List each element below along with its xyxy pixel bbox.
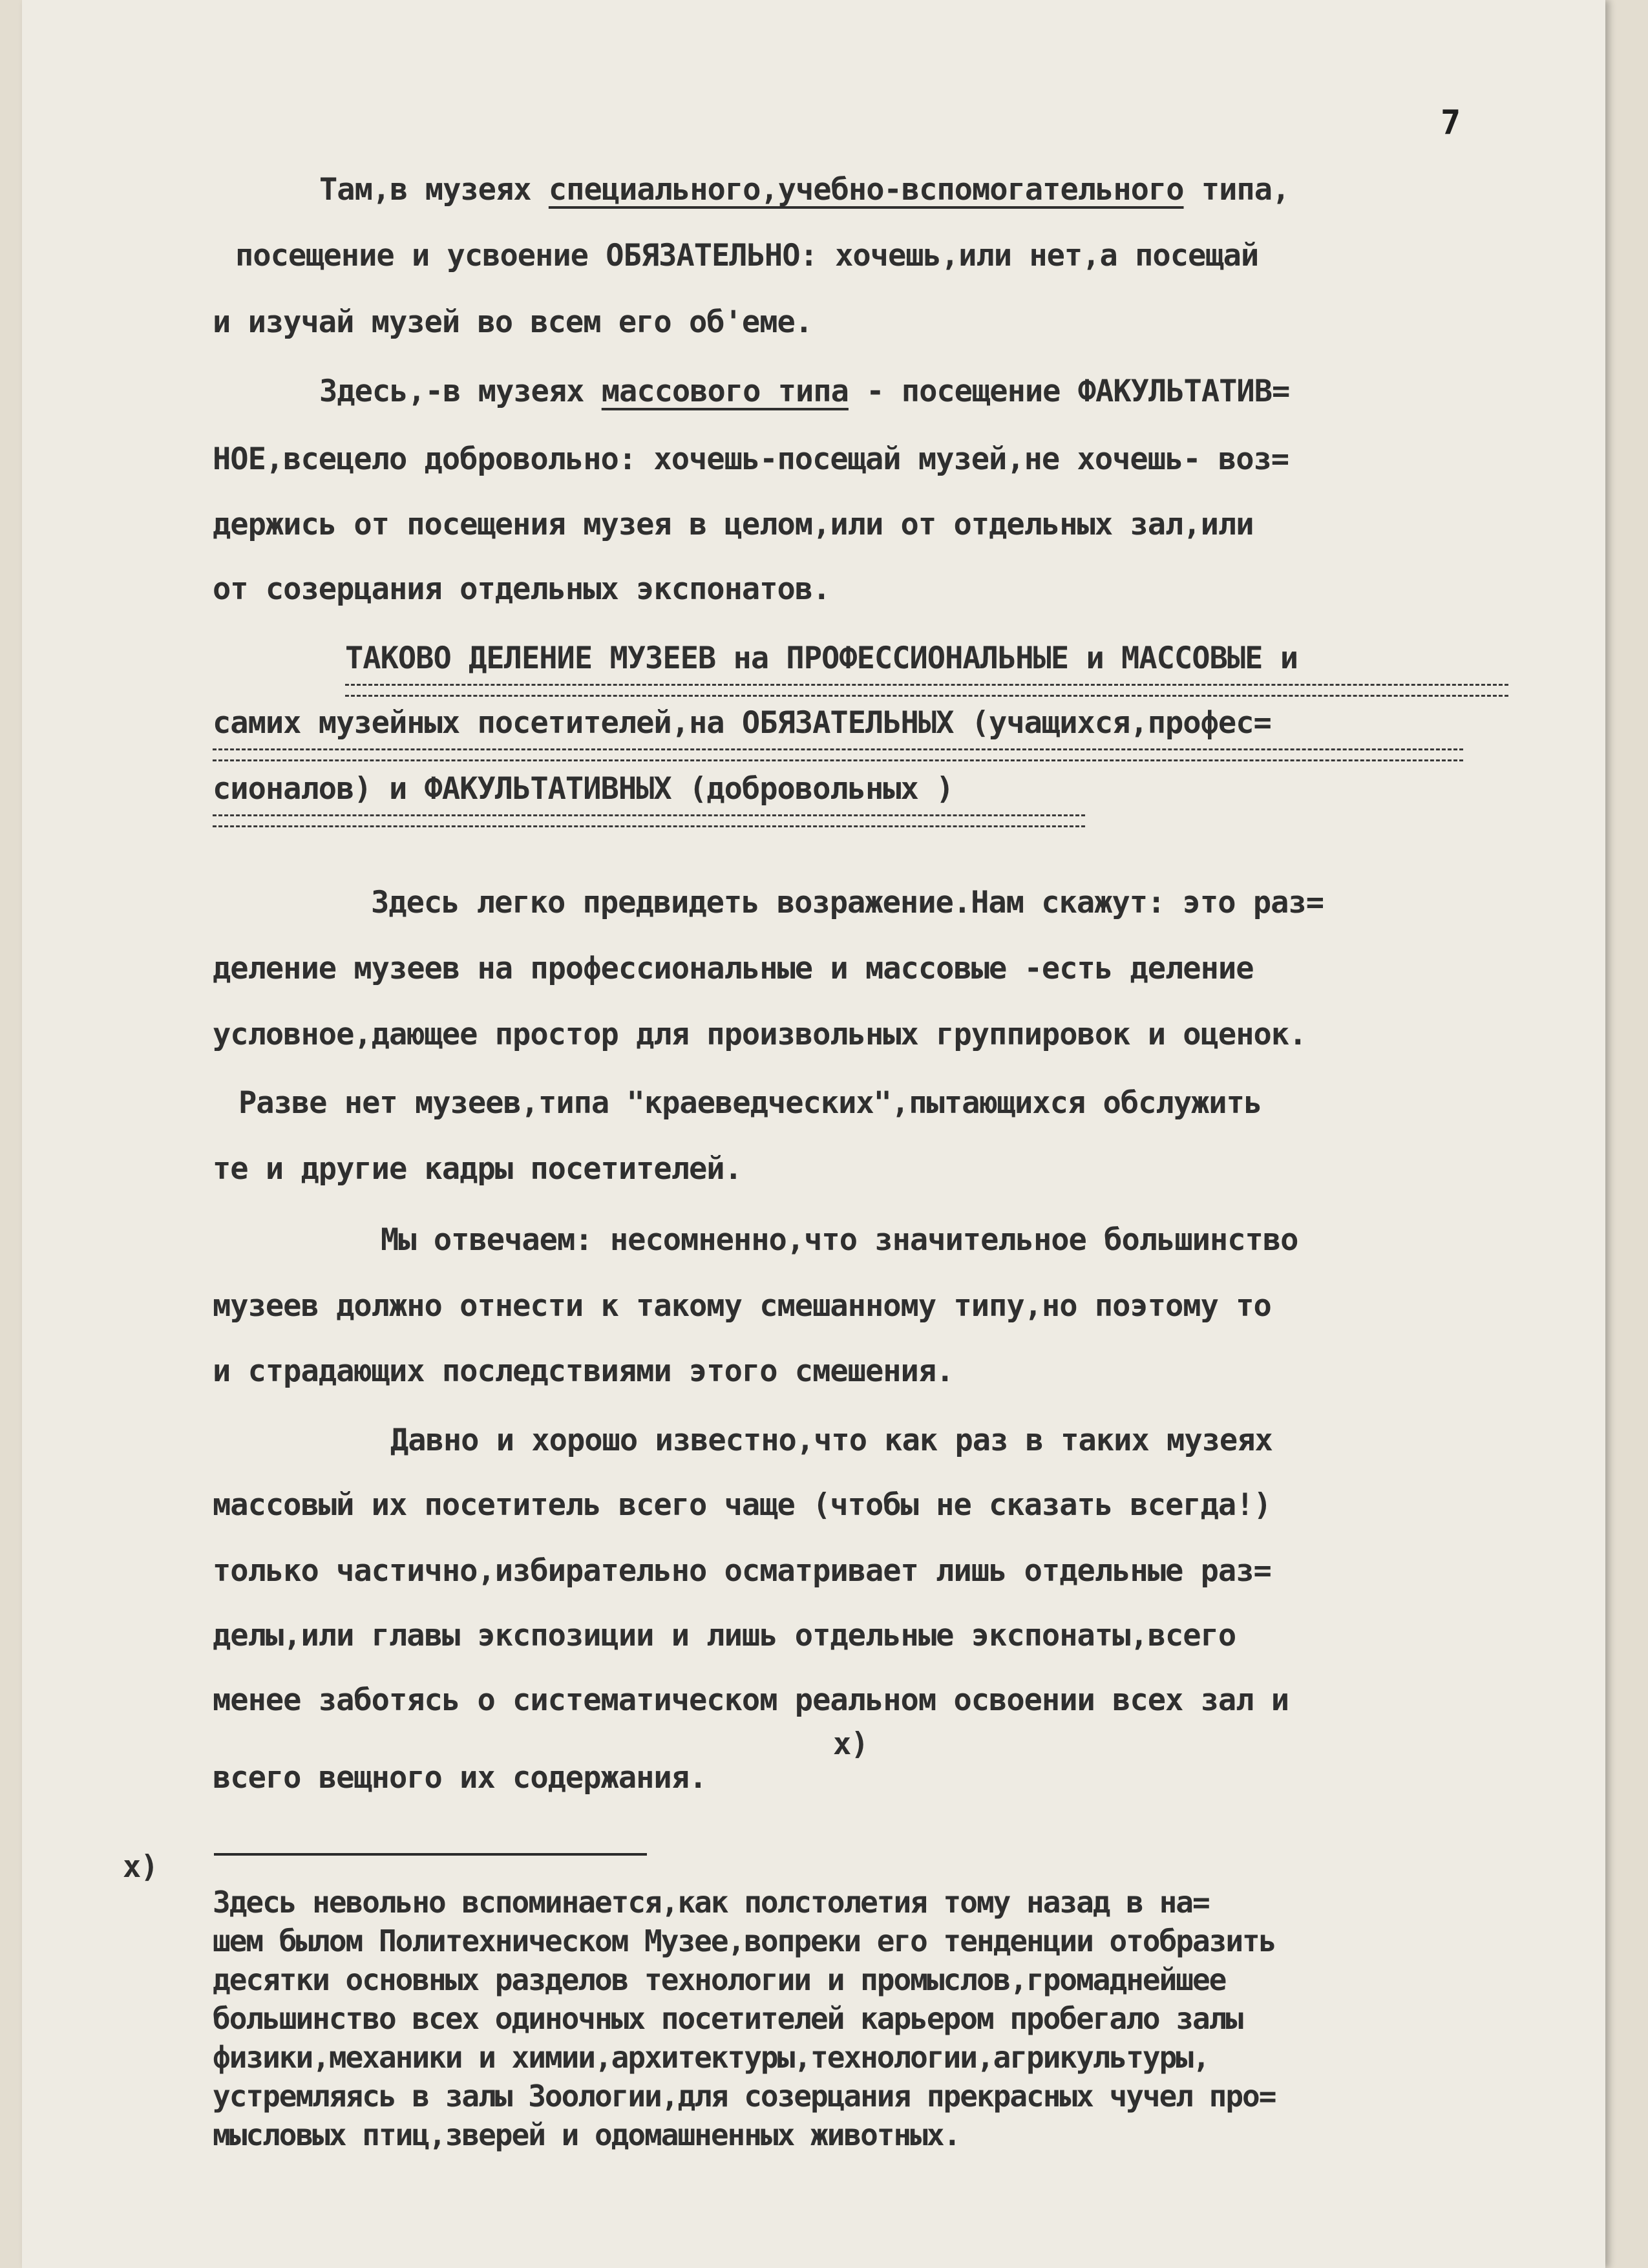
paragraph-6-line-4: делы,или главы экспозиции и лишь отдельные экспонаты,всего: [213, 1618, 1236, 1653]
paragraph-4-line-3: условное,дающее простор для произвольных группировок и оценок.: [213, 1017, 1307, 1052]
paragraph-2-line-2: НОЕ,всецело добровольно: хочешь-посещай музей,не хочешь- воз=: [213, 441, 1289, 477]
typewritten-page: [22, 0, 1605, 2268]
footnote-line-3: десятки основных разделов технологии и промыслов,громаднейшее: [213, 1962, 1226, 1997]
double-underline: [213, 814, 1085, 827]
paragraph-6-line-3: только частично,избирательно осматривает лишь отдельные раз=: [213, 1553, 1271, 1589]
double-underline: [345, 684, 1508, 697]
footnote-line-7: мысловых птиц,зверей и одомашненных животных.: [213, 2117, 960, 2152]
paragraph-6-line-1: Давно и хорошо известно,что как раз в таких музеях: [390, 1423, 1273, 1458]
paragraph-1-line-2: посещение и усвоение ОБЯЗАТЕЛЬНО: хочешь,или нет,а посещай: [235, 238, 1259, 273]
paragraph-4-line-1: Здесь легко предвидеть возражение.Нам скажут: это раз=: [371, 885, 1324, 920]
museum-type-special-underlined: специального,учебно-вспомогательного: [548, 172, 1184, 207]
footnote-line-6: устремляясь в залы Зоологии,для созерцания прекрасных чучел про=: [213, 2079, 1276, 2114]
paragraph-5-line-3: и страдающих последствиями этого смешения.: [213, 1353, 954, 1389]
footnote-reference: х): [833, 1726, 869, 1762]
footnote-line-1: Здесь невольно вспоминается,как полстолетия тому назад в на=: [213, 1885, 1209, 1920]
footnote-line-4: большинство всех одиночных посетителей карьером пробегало залы: [213, 2001, 1243, 2036]
footnote-separator: [214, 1853, 647, 1856]
paragraph-1-line-3: и изучай музей во всем его об'еме.: [213, 304, 813, 340]
paragraph-1-line-1-start: Там,в музеях: [319, 172, 549, 207]
paragraph-2-line-1-end: - посещение ФАКУЛЬТАТИВ=: [848, 374, 1290, 409]
museum-type-mass-underlined: массового типа: [601, 374, 849, 409]
paragraph-5-line-2: музеев должно отнести к такому смешанному типу,но поэтому то: [213, 1288, 1271, 1324]
paragraph-1-line-1: [319, 172, 1290, 207]
footnote-line-5: физики,механики и химии,архитектуры,технологии,агрикультуры,: [213, 2040, 1209, 2075]
paragraph-4-line-2: деление музеев на профессиональные и массовые -есть деление: [213, 951, 1254, 986]
footnote-line-2: шем былом Политехническом Музее,вопреки его тенденции отобразить: [213, 1924, 1276, 1958]
page-number: 7: [1441, 103, 1461, 142]
footnote-marker: х): [123, 1849, 158, 1885]
paragraph-6-line-5: менее заботясь о систематическом реальном освоении всех зал и: [213, 1682, 1289, 1718]
paragraph-3-line-3: сионалов) и ФАКУЛЬТАТИВНЫХ (добровольных ): [213, 771, 954, 807]
paragraph-5-line-1: Мы отвечаем: несомненно,что значительное большинство: [381, 1222, 1298, 1258]
paragraph-1-line-1-end: типа,: [1183, 172, 1290, 207]
double-underline: [213, 748, 1463, 761]
paragraph-4-line-4: Разве нет музеев,типа "краеведческих",пытающихся обслужить: [238, 1085, 1262, 1121]
paragraph-2-line-3: держись от посещения музея в целом,или от отдельных зал,или: [213, 507, 1254, 542]
paragraph-2-line-1-start: Здесь,-в музеях: [319, 374, 602, 409]
paragraph-6-line-2: массовый их посетитель всего чаще (чтобы не сказать всегда!): [213, 1487, 1271, 1523]
paragraph-2-line-4: от созерцания отдельных экспонатов.: [213, 571, 830, 607]
paragraph-2-line-1: [319, 376, 1289, 407]
paragraph-6-line-6: всего вещного их содержания.: [213, 1760, 707, 1796]
paragraph-3-line-2: самих музейных посетителей,на ОБЯЗАТЕЛЬНЫХ (учащихся,профес=: [213, 705, 1271, 741]
paragraph-3-line-1: ТАКОВО ДЕЛЕНИЕ МУЗЕЕВ на ПРОФЕССИОНАЛЬНЫЕ и МАССОВЫЕ и: [345, 641, 1298, 676]
paragraph-4-line-5: те и другие кадры посетителей.: [213, 1151, 742, 1187]
